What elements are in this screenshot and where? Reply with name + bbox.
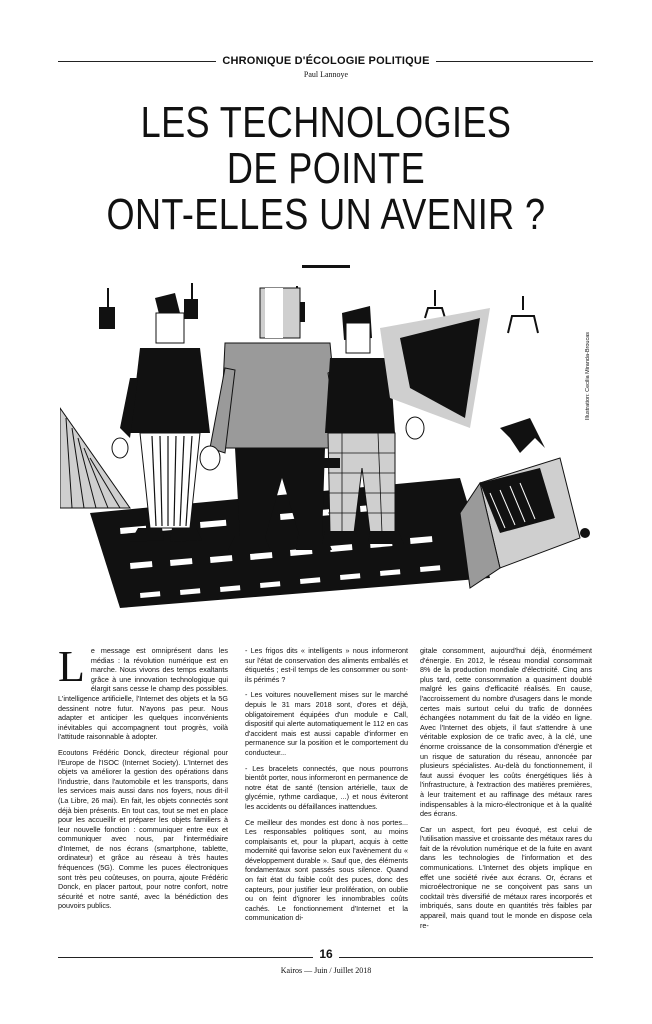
title-line-1: LES TECHNOLOGIES: [140, 98, 512, 147]
open-box: [460, 418, 590, 588]
illustration-credit: Illustration: Cecilia Miranda-Broucas: [585, 331, 591, 420]
page-number: 16: [0, 947, 652, 961]
title-line-2: DE POINTE: [226, 144, 426, 193]
illustration: [60, 278, 600, 623]
article-title: [91, 100, 560, 238]
title-rule: [302, 265, 350, 268]
paragraph: - Les voitures nouvellement mises sur le marché depuis le 31 mars 2018 sont, d'ores et déjà, obligatoirement équipées d'un module e Call, dispositif qui alerte automatiquement le 112 en cas d'accident mais est aussi capable d'informer en permanence sur la position et le comportement du conducteur...: [245, 690, 408, 757]
issue-info: Kairos — Juin / Juillet 2018: [280, 966, 372, 975]
screen-panel: [380, 308, 490, 428]
dropcap: L: [58, 642, 85, 691]
paragraph: Le message est omniprésent dans les médias : la révolution numérique est en marche. Nous vivons des temps exaltants grâce à une innovation technologique qui élargit sans cesse le champ des possibles. L'intelligence artificielle, l'Internet des objets et la 5G dessinent notre futur. N'ayons pas peur. Nous adapter et anticiper les quelques inconvénients inévitables qui accompagnent tout progrès, voilà l'attitude raisonnable à adopter.: [58, 642, 228, 742]
article-column-2: [245, 646, 408, 929]
article-column-1: [58, 642, 228, 917]
paragraph: Car un aspect, fort peu évoqué, est celui de l'utilisation massive et croissante des métaux rares du fait de la révolution numérique et de la fuite en avant dans les technologies de l'information et des communications. L'Internet des objets implique en effet une société rivée aux écrans. Or, écrans et microélectronique ne se conçoivent pas sans un cocktail très diversifié de métaux rares incorporés et imbriqués, sans doute en quantités très faibles par appareil, mais quand tout le monde en dispose cela re-: [420, 824, 592, 930]
title-line-3: ONT-ELLES UN AVENIR ?: [106, 190, 546, 239]
article-column-3: [420, 646, 592, 936]
paragraph: Ecoutons Frédéric Donck, directeur régional pour l'Europe de l'ISOC (Internet Society). L'Internet des objets va améliorer la gestion des opérations dans l'industrie, dans l'automobile et les transports, dans les services mais aussi dans nos foyers, nous dit-il (La Libre, 26 mai). En fait, les objets connectés sont déjà bien présents. En tout cas, tout se met en place pour les accueillir et préparer les objets familiers à leur nouvelle fonction : communiquer entre eux et communiquer avec nous, par l'intermédiaire d'Internet, de nos écrans (smartphone, tablette, ordinateur) et grâce au réseau à très hautes fréquences (5G). Comme les puces électroniques sont très peu coûteuses, on pourra, ajoute Frédéric Donck, en placer partout, pour notre confort, notre sécurité et notre santé, avec la bénédiction des pouvoirs publics.: [58, 747, 228, 911]
rubric: [0, 55, 652, 67]
author: Paul Lannoye: [303, 70, 349, 79]
rubric-label: CHRONIQUE D'ÉCOLOGIE POLITIQUE: [216, 55, 435, 67]
paragraph: gitale consomment, aujourd'hui déjà, énormément d'énergie. En 2012, le réseau mondial consommait 8% de la production mondiale d'électricité. Cinq ans plus tard, cette consommation a quasiment doublé malgré les gains d'efficacité réalisés. En cause, l'accroissement du nombre d'usagers dans le monde certes mais surtout celui du trafic de données échangées notamment du fait de la vidéo en ligne. Avec l'Internet des objets, il faut s'attendre à une véritable explosion de ce trafic avec, à la clé, une énorme croissance de la consommation d'énergie et un risque de saturation du réseau, annoncée par plusieurs spécialistes. Au-delà du fonctionnement, il faut aussi évoquer les coûts énergétiques liés à l'infrastructure, à l'extraction des matières premières, à leur traitement et au raffinage des métaux rares indispensables à la micro-électronique et à la qualité des écrans.: [420, 646, 592, 819]
paragraph: - Les frigos dits « intelligents » nous informeront sur l'état de conservation des aliments emballés et étiquetés ; est-il temps de les consommer ou sont-ils périmés ?: [245, 646, 408, 684]
paragraph: - Les bracelets connectés, que nous pourrons bientôt porter, nous informeront en permanence de notre état de santé (tension artérielle, taux de glycémie, rythme cardiaque, ...) et nous éviteront les accidents ou défaillances inattendues.: [245, 763, 408, 811]
paragraph: Ce meilleur des mondes est donc à nos portes... Les responsables politiques sont, au moins complaisants et, pour la plupart, acquis à cette modernité qui favorise selon eux l'avènement du « développement durable ». Sauf que, des éléments fondamentaux sont passés sous silence. Quand on fait état du faible coût des puces, donc des capteurs, pour justifier leur prolifération, on oublie ou on feint d'ignorer les innombrables coûts cachés. Le fonctionnement d'Internet et la communication di-: [245, 817, 408, 923]
